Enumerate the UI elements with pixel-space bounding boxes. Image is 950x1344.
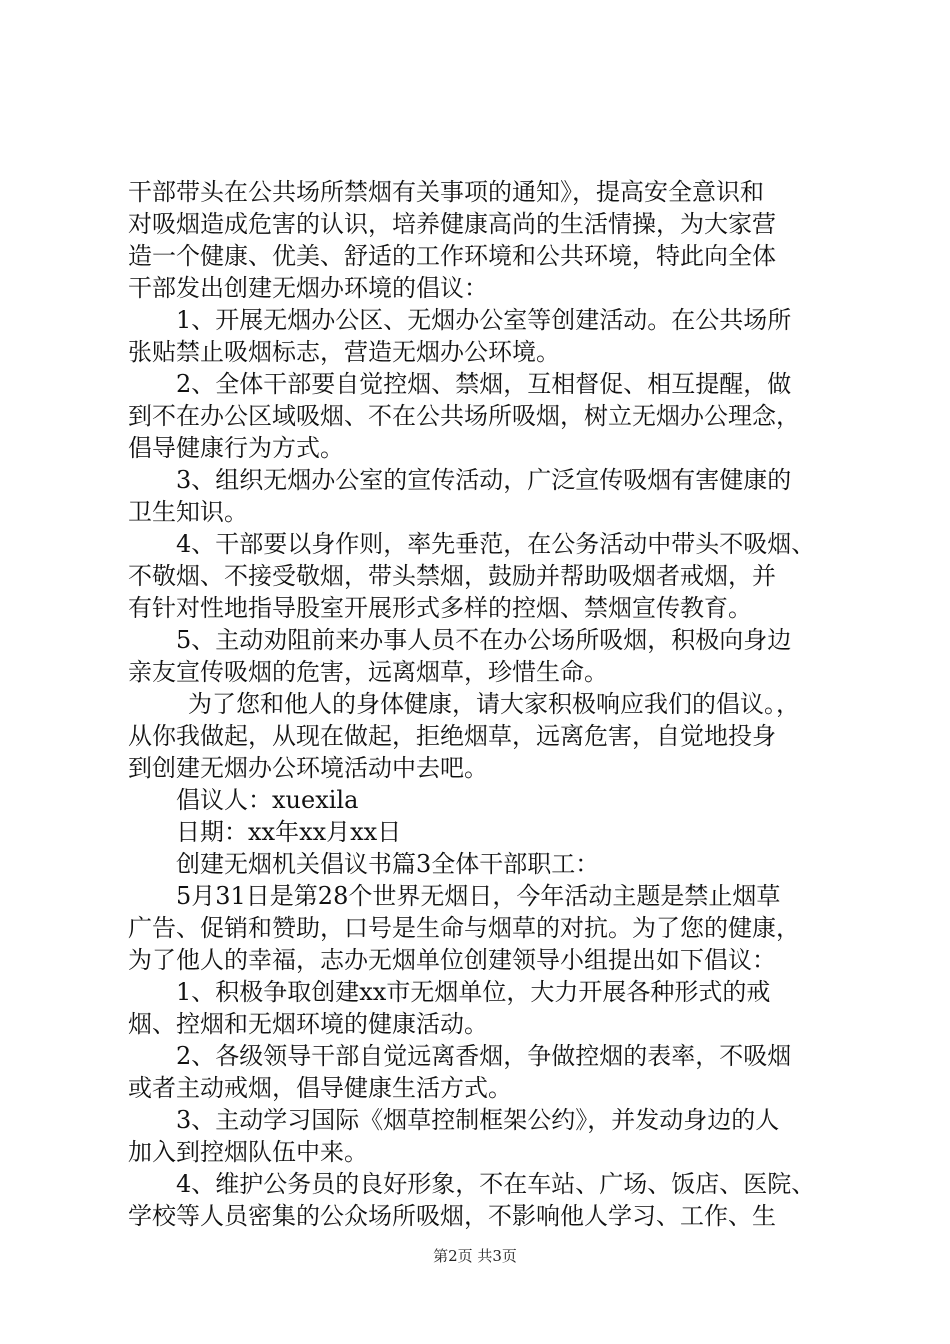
text-line: 对吸烟造成危害的认识，培养健康高尚的生活情操，为大家营	[128, 210, 776, 238]
text-line: 1、开展无烟办公区、无烟办公室等创建活动。在公共场所	[176, 306, 792, 334]
text-line: 亲友宣传吸烟的危害，远离烟草，珍惜生命。	[128, 658, 608, 686]
text-line: 干部带头在公共场所禁烟有关事项的通知》，提高安全意识和	[128, 178, 764, 206]
text-line: 为了他人的幸福，志办无烟单位创建领导小组提出如下倡议：	[128, 946, 776, 974]
text-line: 1、积极争取创建xx市无烟单位，大力开展各种形式的戒	[176, 978, 771, 1006]
text-line: 到不在办公区域吸烟、不在公共场所吸烟，树立无烟办公理念，	[128, 402, 800, 430]
text-line: 张贴禁止吸烟标志，营造无烟办公环境。	[128, 338, 560, 366]
text-line: 从你我做起，从现在做起，拒绝烟草，远离危害，自觉地投身	[128, 722, 776, 750]
page-number-footer: 第2页 共3页	[433, 1247, 517, 1265]
text-line: 有针对性地指导股室开展形式多样的控烟、禁烟宣传教育。	[128, 594, 752, 622]
text-line: 倡议人：xuexila	[176, 786, 359, 814]
text-line: 不敬烟、不接受敬烟，带头禁烟，鼓励并帮助吸烟者戒烟，并	[128, 562, 776, 590]
text-line: 烟、控烟和无烟环境的健康活动。	[128, 1010, 488, 1038]
text-line: 4、干部要以身作则，率先垂范，在公务活动中带头不吸烟、	[176, 530, 816, 558]
text-line: 加入到控烟队伍中来。	[128, 1138, 368, 1166]
text-line: 3、主动学习国际《烟草控制框架公约》，并发动身边的人	[176, 1106, 780, 1134]
text-line: 2、各级领导干部自觉远离香烟，争做控烟的表率，不吸烟	[176, 1042, 792, 1070]
text-line: 日期：xx年xx月xx日	[176, 818, 402, 846]
text-line: 卫生知识。	[128, 498, 248, 526]
text-line: 5月31日是第28个世界无烟日，今年活动主题是禁止烟草	[176, 882, 781, 910]
text-line: 造一个健康、优美、舒适的工作环境和公共环境，特此向全体	[128, 242, 776, 270]
text-line: 或者主动戒烟，倡导健康生活方式。	[128, 1074, 512, 1102]
text-line: 创建无烟机关倡议书篇3全体干部职工：	[176, 850, 600, 878]
text-line: 倡导健康行为方式。	[128, 434, 344, 462]
text-line: 5、主动劝阻前来办事人员不在办公场所吸烟，积极向身边	[176, 626, 792, 654]
text-line: 2、全体干部要自觉控烟、禁烟，互相督促、相互提醒，做	[176, 370, 792, 398]
text-line: 学校等人员密集的公众场所吸烟，不影响他人学习、工作、生	[128, 1202, 776, 1230]
text-line: 干部发出创建无烟办环境的倡议：	[128, 274, 488, 302]
text-line: 为了您和他人的身体健康，请大家积极响应我们的倡议。，	[188, 690, 800, 718]
text-line: 4、维护公务员的良好形象，不在车站、广场、饭店、医院、	[176, 1170, 816, 1198]
text-line: 到创建无烟办公环境活动中去吧。	[128, 754, 488, 782]
text-line: 广告、促销和赞助，口号是生命与烟草的对抗。为了您的健康，	[128, 914, 800, 942]
document-body	[128, 176, 833, 1232]
text-line: 3、组织无烟办公室的宣传活动，广泛宣传吸烟有害健康的	[176, 466, 792, 494]
